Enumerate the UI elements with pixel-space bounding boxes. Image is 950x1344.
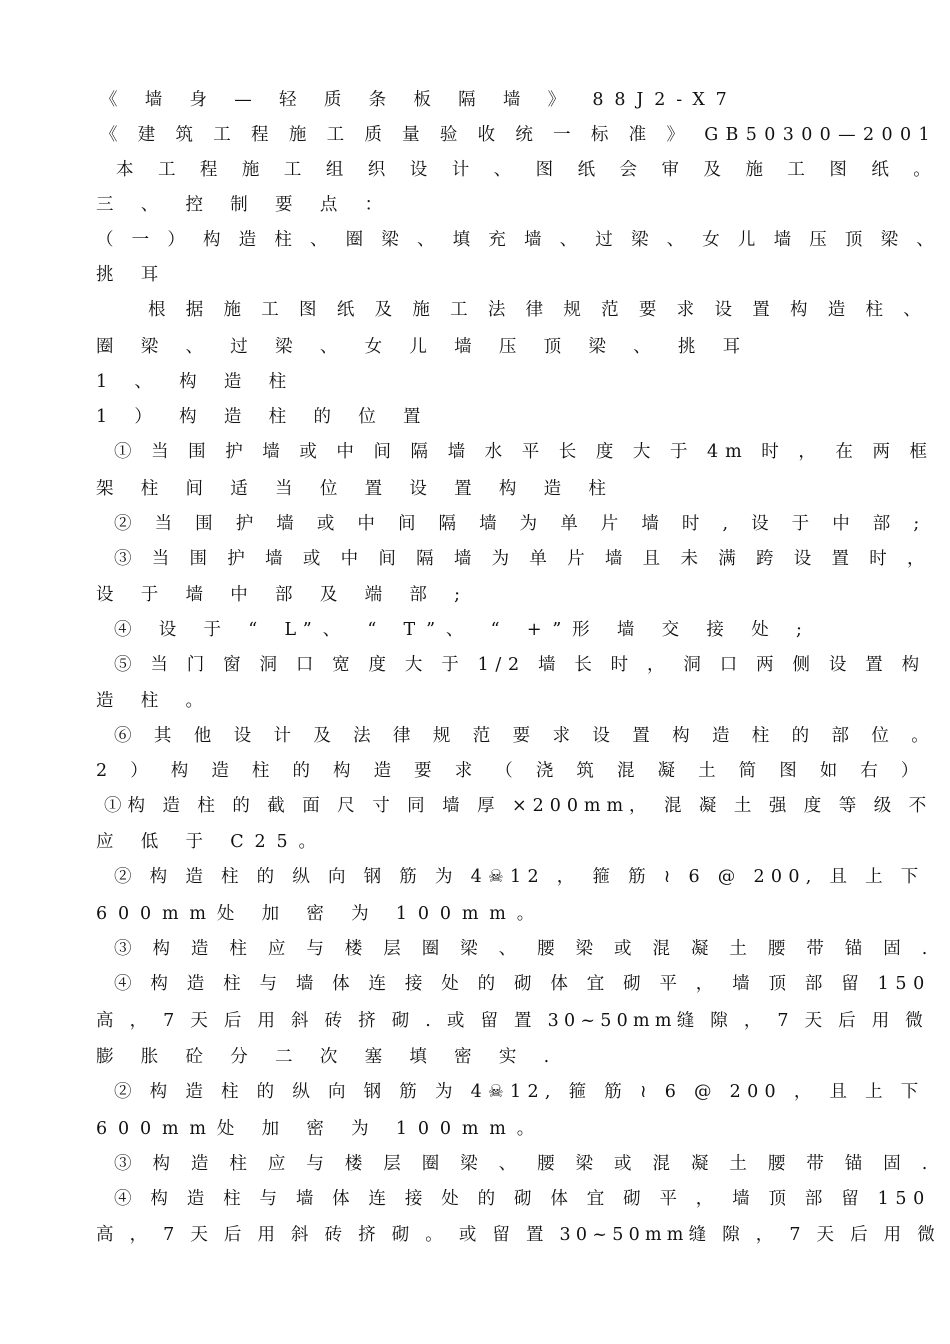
list-item-position-5: ⑤ 当 门 窗 洞 口 宽 度 大 于 1/2 墙 长 时 ， 洞 口 两 侧 设 置 构 — [114, 655, 926, 675]
list-item-requirement-4-cont: 高 ， 7 天 后 用 斜 砖 挤 砌 . 或 留 置 30~50mm缝 隙 ， 7 天 后 用 微 — [96, 1011, 929, 1031]
list-item-requirement-4-repeat-cont: 高 ， 7 天 后 用 斜 砖 挤 砌 。 或 留 置 30~50mm缝 隙 ， 7 天 后 用 微 — [96, 1225, 940, 1245]
heading-column-requirements: 2 ） 构 造 柱 的 构 造 要 求 （ 浇 筑 混 凝 土 简 图 如 右 ） — [96, 761, 928, 781]
reference-standard-acceptance: 《 建 筑 工 程 施 工 质 量 验 收 统 一 标 准 》 GB50300—2001 — [100, 125, 937, 145]
list-item-requirement-4: ④ 构 造 柱 与 墙 体 连 接 处 的 砌 体 宜 砌 平 ， 墙 顶 部 留 150 — [114, 974, 931, 994]
section-heading-control-points: 三 、 控 制 要 点 ： — [96, 195, 393, 215]
list-item-position-2: ② 当 围 护 墙 或 中 间 隔 墙 为 单 片 墙 时 , 设 于 中 部 ; — [114, 514, 928, 534]
list-item-position-1-cont: 架 柱 间 适 当 位 置 设 置 构 造 柱 — [96, 479, 617, 499]
list-item-requirement-2: ② 构 造 柱 的 纵 向 钢 筋 为 4☠12 ， 箍 筋 ≀ 6 @ 200, 且 上 下 — [114, 867, 925, 887]
list-item-position-4: ④ 设 于 “ L”、 “ T”、 “ +”形 墙 交 接 处 ; — [114, 620, 813, 640]
list-item-position-3: ③ 当 围 护 墙 或 中 间 隔 墙 为 单 片 墙 且 未 满 跨 设 置 时 ， — [114, 549, 932, 569]
list-item-requirement-1-cont: 应 低 于 C25。 — [96, 832, 327, 852]
heading-constructional-column: 1 、 构 造 柱 — [96, 372, 298, 392]
list-item-requirement-3: ③ 构 造 柱 应 与 楼 层 圈 梁 、 腰 梁 或 混 凝 土 腰 带 锚 固 . — [114, 939, 935, 959]
subsection-heading-1: （ 一 ） 构 造 柱 、 圈 梁 、 填 充 墙 、 过 梁 、 女 儿 墙 压 顶 梁 、 — [96, 230, 941, 250]
list-item-position-3-cont: 设 于 墙 中 部 及 端 部 ; — [96, 585, 471, 605]
list-item-position-1: ① 当 围 护 墙 或 中 间 隔 墙 水 平 长 度 大 于 4m 时 ， 在 两 框 — [114, 442, 935, 462]
list-item-requirement-2-repeat: ② 构 造 柱 的 纵 向 钢 筋 为 4☠12, 箍 筋 ≀ 6 @ 200 ， 且 上 下 — [114, 1082, 925, 1102]
list-item-requirement-3-repeat: ③ 构 造 柱 应 与 楼 层 圈 梁 、 腰 梁 或 混 凝 土 腰 带 锚 固 . — [114, 1154, 935, 1174]
reference-project-documents: 本 工 程 施 工 组 织 设 计 、 图 纸 会 审 及 施 工 图 纸 。 — [116, 160, 941, 180]
list-item-requirement-2-repeat-cont: 600mm处 加 密 为 100mm。 — [96, 1119, 546, 1139]
reference-standard-partition: 《 墙 身 — 轻 质 条 板 隔 墙 》 88J2-X7 — [100, 90, 738, 110]
list-item-requirement-2-cont: 600mm处 加 密 为 100mm。 — [96, 904, 546, 924]
list-item-requirement-1: ①构 造 柱 的 截 面 尺 寸 同 墙 厚 ×200mm， 混 凝 土 强 度 等 级 不 — [104, 796, 933, 816]
list-item-position-6: ⑥ 其 他 设 计 及 法 律 规 范 要 求 设 置 构 造 柱 的 部 位 。 — [114, 726, 938, 746]
paragraph-intro-cont: 圈 梁 、 过 梁 、 女 儿 墙 压 顶 梁 、 挑 耳 — [96, 337, 752, 357]
heading-column-position: 1 ） 构 造 柱 的 位 置 — [96, 407, 432, 427]
list-item-requirement-4-repeat: ④ 构 造 柱 与 墙 体 连 接 处 的 砌 体 宜 砌 平 ， 墙 顶 部 留 150 — [114, 1189, 931, 1209]
paragraph-intro: 根 据 施 工 图 纸 及 施 工 法 律 规 范 要 求 设 置 构 造 柱 、 — [148, 300, 929, 320]
list-item-requirement-4-end: 膨 胀 砼 分 二 次 塞 填 密 实 . — [96, 1047, 561, 1067]
list-item-position-5-cont: 造 柱 。 — [96, 691, 214, 711]
subsection-heading-1-cont: 挑 耳 — [96, 265, 170, 285]
